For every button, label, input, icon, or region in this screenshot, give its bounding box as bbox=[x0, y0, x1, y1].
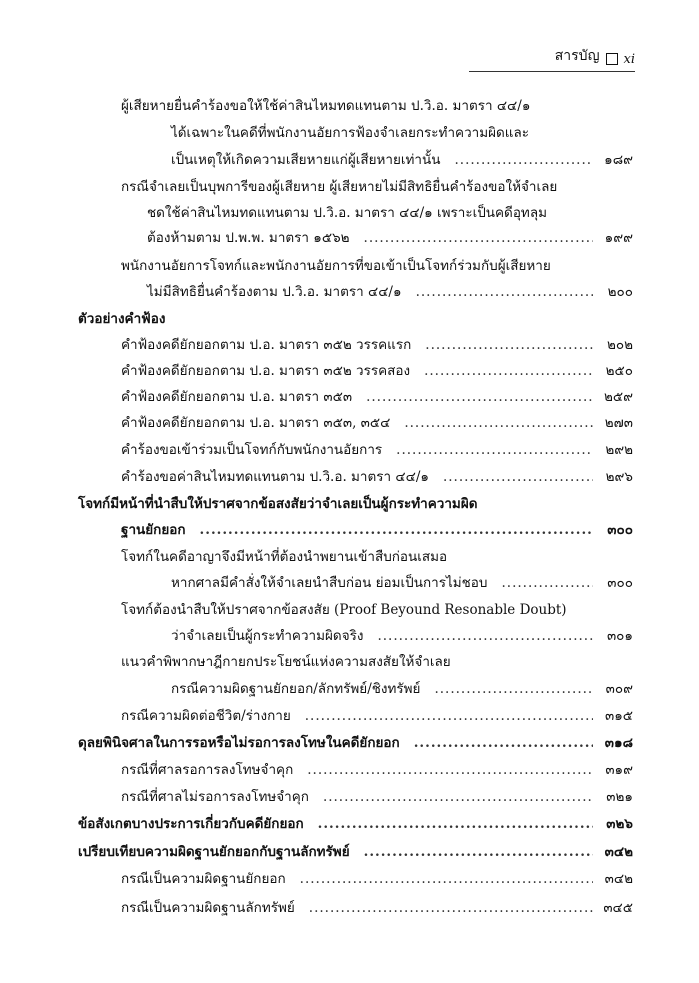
dot-leader bbox=[200, 520, 593, 540]
toc-page-number: ๒๗๓ bbox=[604, 415, 633, 431]
toc-page-number: ๓๑๘ bbox=[604, 735, 633, 751]
toc-section-heading bbox=[78, 309, 165, 329]
toc-entry-text: พนักงานอัยการโจทก์และพนักงานอัยการที่ขอเข้าเป็นโจทก์ร่วมกับผู้เสียหาย bbox=[121, 258, 551, 274]
toc-line bbox=[121, 96, 530, 116]
toc-section-heading bbox=[121, 520, 633, 540]
dot-leader bbox=[318, 814, 593, 834]
toc-line bbox=[147, 203, 547, 223]
toc-entry-text: ผู้เสียหายยื่นคำร้องขอให้ใช้ค่าสินไหมทดแทนตาม ป.วิ.อ. มาตรา ๔๔/๑ bbox=[121, 98, 531, 114]
dot-leader bbox=[414, 733, 593, 753]
toc-page-number: ๓๑๕ bbox=[604, 708, 633, 724]
toc-entry-text: กรณีความผิดต่อชีวิต/ร่างกาย bbox=[121, 708, 291, 724]
dot-leader bbox=[377, 626, 593, 646]
toc-line bbox=[121, 760, 633, 780]
toc-section-heading bbox=[78, 814, 633, 834]
dot-leader bbox=[305, 706, 593, 726]
dot-leader bbox=[323, 787, 593, 807]
toc-line bbox=[147, 228, 633, 248]
toc-page-number: ๓๐๐ bbox=[607, 575, 633, 591]
toc-entry-text: กรณีเป็นความผิดฐานยักยอก bbox=[121, 871, 286, 887]
toc-page-number: ๒๙๖ bbox=[605, 469, 633, 485]
dot-leader bbox=[424, 361, 593, 381]
toc-line bbox=[171, 573, 633, 593]
toc-entry-text: คำร้องขอเข้าร่วมเป็นโจทก์กับพนักงานอัยการ bbox=[121, 442, 383, 458]
toc-page-number: ๓๐๐ bbox=[607, 522, 633, 538]
toc-entry-text: หากศาลมีคำสั่งให้จำเลยนำสืบก่อน ย่อมเป็นการไม่ชอบ bbox=[171, 575, 488, 591]
dot-leader bbox=[404, 413, 593, 433]
toc-page-number: ๓๔๒ bbox=[604, 844, 633, 860]
dot-leader bbox=[364, 228, 593, 248]
toc-page-number: ๒๕๐ bbox=[605, 363, 633, 379]
toc-entry-text: คำฟ้องคดียักยอกตาม ป.อ. มาตรา ๓๕๒ วรรคแรก bbox=[121, 337, 412, 353]
toc-page-number: ๒๐๐ bbox=[607, 284, 633, 300]
toc-entry-text: ข้อสังเกตบางประการเกี่ยวกับคดียักยอก bbox=[78, 816, 304, 832]
toc-line bbox=[121, 177, 557, 197]
dot-leader bbox=[425, 335, 593, 355]
toc-line bbox=[121, 335, 633, 355]
toc-line bbox=[121, 600, 567, 620]
toc-page-number: ๓๑๙ bbox=[605, 762, 633, 778]
header-page-number: xi bbox=[623, 52, 635, 67]
toc-entry-text: เป็นเหตุให้เกิดความเสียหายแก่ผู้เสียหายเท่านั้น bbox=[171, 152, 441, 168]
toc-line bbox=[121, 256, 551, 276]
toc-entry-text: กรณีความผิดฐานยักยอก/ลักทรัพย์/ชิงทรัพย์ bbox=[171, 681, 421, 697]
toc-entry-text: คำฟ้องคดียักยอกตาม ป.อ. มาตรา ๓๕๓, ๓๕๔ bbox=[121, 415, 391, 431]
toc-line bbox=[121, 413, 633, 433]
toc-entry-text: คำฟ้องคดียักยอกตาม ป.อ. มาตรา ๓๕๓ bbox=[121, 389, 353, 405]
toc-page-number: ๓๒๑ bbox=[606, 789, 633, 805]
dot-leader bbox=[366, 387, 593, 407]
toc-entry-text: ไม่มีสิทธิยื่นคำร้องตาม ป.วิ.อ. มาตรา ๔๔/๑ bbox=[147, 284, 402, 300]
toc-line bbox=[171, 123, 529, 143]
toc-entry-text: โจทก์ต้องนำสืบให้ปราศจากข้อสงสัย (Proof Beyound Resonable Doubt) bbox=[121, 602, 567, 618]
toc-entry-text: โจทก์ในคดีอาญาจึงมีหน้าที่ต้องนำพยานเข้าสืบก่อนเสมอ bbox=[121, 549, 448, 565]
toc-entry-text: ดุลยพินิจศาลในการรอหรือไม่รอการลงโทษในคดียักยอก bbox=[78, 735, 400, 751]
toc-section-heading bbox=[78, 733, 633, 753]
toc-line bbox=[121, 869, 633, 889]
dot-leader bbox=[396, 440, 593, 460]
toc-line bbox=[171, 679, 633, 699]
dot-leader bbox=[309, 898, 593, 918]
header-title: สารบัญ bbox=[554, 48, 600, 64]
dot-leader bbox=[307, 760, 593, 780]
toc-line bbox=[121, 898, 633, 918]
toc-entry-text: ว่าจำเลยเป็นผู้กระทำความผิดจริง bbox=[171, 628, 364, 644]
toc-entry-text: คำร้องขอค่าสินไหมทดแทนตาม ป.วิ.อ. มาตรา ๔๔/๑ bbox=[121, 469, 429, 485]
toc-entry-text: กรณีที่ศาลไม่รอการลงโทษจำคุก bbox=[121, 789, 309, 805]
toc-line bbox=[121, 467, 633, 487]
dot-leader bbox=[443, 467, 593, 487]
toc-line bbox=[171, 150, 633, 170]
toc-page-number: ๑๘๙ bbox=[604, 152, 633, 168]
toc-page-number: ๓๒๖ bbox=[606, 816, 633, 832]
toc-line bbox=[121, 387, 633, 407]
toc-entry-text: กรณีจำเลยเป็นบุพการีของผู้เสียหาย ผู้เสียหายไม่มีสิทธิยื่นคำร้องขอให้จำเลย bbox=[121, 179, 558, 195]
toc-page-number: ๒๐๒ bbox=[606, 337, 633, 353]
toc-section-heading bbox=[78, 842, 633, 862]
toc-entry-text: ชดใช้ค่าสินไหมทดแทนตาม ป.วิ.อ. มาตรา ๔๔/๑ เพราะเป็นคดีอุทลุม bbox=[147, 205, 548, 221]
dot-leader bbox=[416, 282, 593, 302]
toc-entry-text: ได้เฉพาะในคดีที่พนักงานอัยการฟ้องจำเลยกระทำความผิดและ bbox=[171, 125, 530, 141]
dot-leader bbox=[501, 573, 593, 593]
toc-line bbox=[121, 652, 451, 672]
toc-entry-text: ฐานยักยอก bbox=[121, 522, 186, 538]
toc-entry-text: เปรียบเทียบความผิดฐานยักยอกกับฐานลักทรัพย์ bbox=[78, 844, 350, 860]
toc-line bbox=[121, 440, 633, 460]
toc-page-number: ๓๐๑ bbox=[606, 628, 633, 644]
dot-leader bbox=[300, 869, 593, 889]
toc-entry-text: ต้องห้ามตาม ป.พ.พ. มาตรา ๑๕๖๒ bbox=[147, 230, 350, 246]
toc-page-number: ๒๙๒ bbox=[605, 442, 633, 458]
toc-entry-text: กรณีที่ศาลรอการลงโทษจำคุก bbox=[121, 762, 294, 778]
toc-page-number: ๓๔๕ bbox=[603, 900, 633, 916]
toc-entry-text: กรณีเป็นความผิดฐานลักทรัพย์ bbox=[121, 900, 295, 916]
dot-leader bbox=[364, 842, 593, 862]
dot-leader bbox=[434, 679, 593, 699]
toc-line bbox=[121, 706, 633, 726]
toc-entry-text: แนวคำพิพากษาฎีกายกประโยชน์แห่งความสงสัยให้จำเลย bbox=[121, 654, 451, 670]
toc-page-number: ๓๔๒ bbox=[604, 871, 633, 887]
toc-page-number: ๒๕๙ bbox=[603, 389, 633, 405]
toc-line bbox=[121, 787, 633, 807]
toc-line bbox=[171, 626, 633, 646]
toc-line bbox=[121, 547, 447, 567]
toc-line bbox=[147, 282, 633, 302]
toc-entry-text: โจทก์มีหน้าที่นำสืบให้ปราศจากข้อสงสัยว่าจำเลยเป็นผู้กระทำความผิด bbox=[78, 496, 478, 512]
toc-section-heading bbox=[78, 494, 478, 514]
toc-entry-text: คำฟ้องคดียักยอกตาม ป.อ. มาตรา ๓๕๒ วรรคสอง bbox=[121, 363, 411, 379]
dot-leader bbox=[454, 150, 593, 170]
toc-line bbox=[121, 361, 633, 381]
toc-page-number: ๑๙๙ bbox=[604, 230, 633, 246]
toc-entry-text: ตัวอย่างคำฟ้อง bbox=[78, 311, 166, 327]
toc-page-number: ๓๐๙ bbox=[605, 681, 633, 697]
